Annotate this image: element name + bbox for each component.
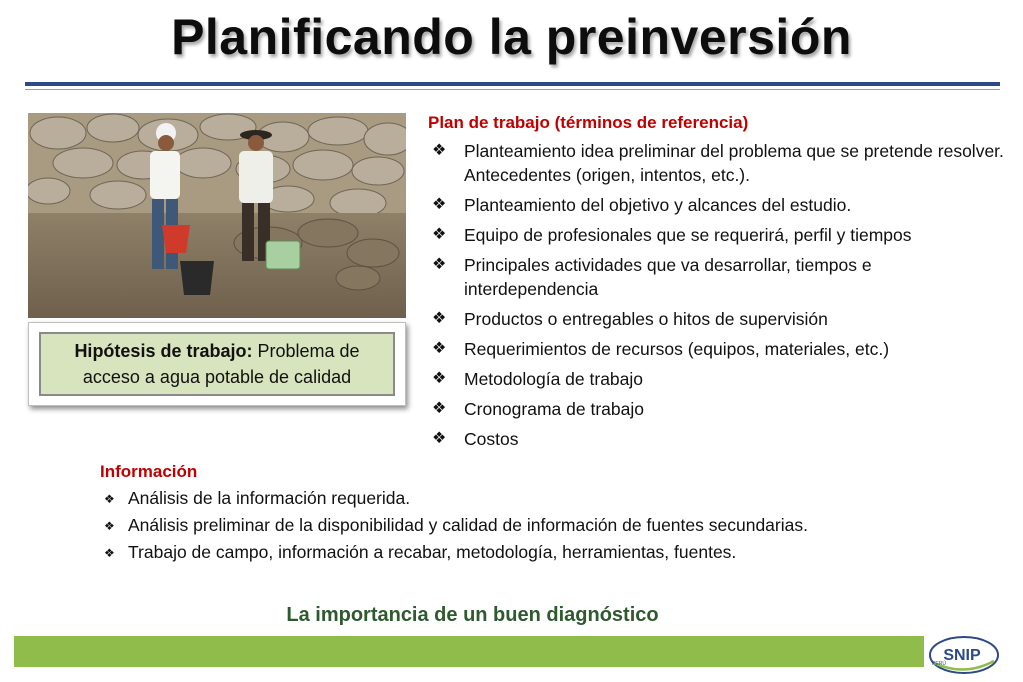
work-plan-section bbox=[428, 113, 1008, 457]
slide-title: Planificando la preinversión bbox=[171, 9, 852, 65]
diamond-bullet-icon: ❖ bbox=[104, 546, 115, 560]
diamond-bullet-icon: ❖ bbox=[432, 400, 447, 417]
list-item-text: Metodología de trabajo bbox=[464, 369, 644, 389]
diamond-bullet-icon: ❖ bbox=[432, 142, 447, 159]
work-plan-heading: Plan de trabajo (términos de referencia) bbox=[428, 113, 749, 132]
title-divider bbox=[25, 82, 1000, 86]
list-item bbox=[428, 337, 1008, 361]
hypothesis-body: Problema de acceso a agua potable de calidad bbox=[82, 341, 360, 387]
hypothesis-panel bbox=[39, 332, 395, 396]
list-item-text: Análisis de la información requerida. bbox=[128, 488, 411, 508]
work-plan-list bbox=[428, 139, 1008, 451]
information-list bbox=[100, 485, 980, 566]
list-item bbox=[428, 223, 1008, 247]
list-item bbox=[428, 427, 1008, 451]
list-item bbox=[428, 367, 1008, 391]
list-item-text: Análisis preliminar de la disponibilidad y calidad de información de fuentes secundarias. bbox=[128, 515, 808, 535]
list-item bbox=[100, 539, 980, 566]
list-item-text: Principales actividades que va desarrollar, tiempos e interdependencia bbox=[464, 255, 872, 299]
list-item bbox=[100, 512, 980, 539]
list-item-text: Requerimientos de recursos (equipos, materiales, etc.) bbox=[464, 339, 890, 359]
footer-bar bbox=[14, 636, 924, 667]
diamond-bullet-icon: ❖ bbox=[432, 430, 447, 447]
list-item-text: Planteamiento idea preliminar del problema que se pretende resolver. Antecedentes (origen, intentos, etc.). bbox=[464, 141, 1004, 185]
hypothesis-label: Hipótesis de trabajo: bbox=[74, 341, 253, 361]
diagnosis-importance-note: La importancia de un buen diagnóstico bbox=[286, 604, 659, 626]
diamond-bullet-icon: ❖ bbox=[104, 519, 115, 533]
diamond-bullet-icon: ❖ bbox=[432, 340, 447, 357]
snip-logo-icon bbox=[926, 633, 1002, 677]
list-item-text: Costos bbox=[464, 429, 519, 449]
list-item bbox=[428, 253, 1008, 301]
list-item-text: Productos o entregables o hitos de supervisión bbox=[464, 309, 828, 329]
hypothesis-text bbox=[59, 338, 375, 390]
information-section bbox=[100, 462, 980, 566]
field-photo bbox=[28, 113, 406, 318]
diamond-bullet-icon: ❖ bbox=[432, 196, 447, 213]
title-divider-thin bbox=[25, 89, 1000, 90]
logo-subtext: PERÚ bbox=[932, 661, 946, 667]
list-item-text: Equipo de profesionales que se requerirá, perfil y tiempos bbox=[464, 225, 912, 245]
diamond-bullet-icon: ❖ bbox=[104, 492, 115, 506]
list-item bbox=[428, 139, 1008, 187]
list-item-text: Cronograma de trabajo bbox=[464, 399, 644, 419]
diamond-bullet-icon: ❖ bbox=[432, 310, 447, 327]
snip-logo bbox=[926, 633, 1002, 677]
list-item bbox=[428, 193, 1008, 217]
diamond-bullet-icon: ❖ bbox=[432, 256, 447, 273]
logo-text: SNIP bbox=[943, 647, 981, 664]
information-heading: Información bbox=[100, 462, 198, 481]
hypothesis-callout bbox=[28, 322, 406, 406]
list-item-text: Planteamiento del objetivo y alcances del estudio. bbox=[464, 195, 852, 215]
diamond-bullet-icon: ❖ bbox=[432, 226, 447, 243]
field-photo-illustration bbox=[28, 113, 406, 318]
list-item bbox=[100, 485, 980, 512]
list-item-text: Trabajo de campo, información a recabar, metodología, herramientas, fuentes. bbox=[128, 542, 737, 562]
list-item bbox=[428, 397, 1008, 421]
list-item bbox=[428, 307, 1008, 331]
diamond-bullet-icon: ❖ bbox=[432, 370, 447, 387]
